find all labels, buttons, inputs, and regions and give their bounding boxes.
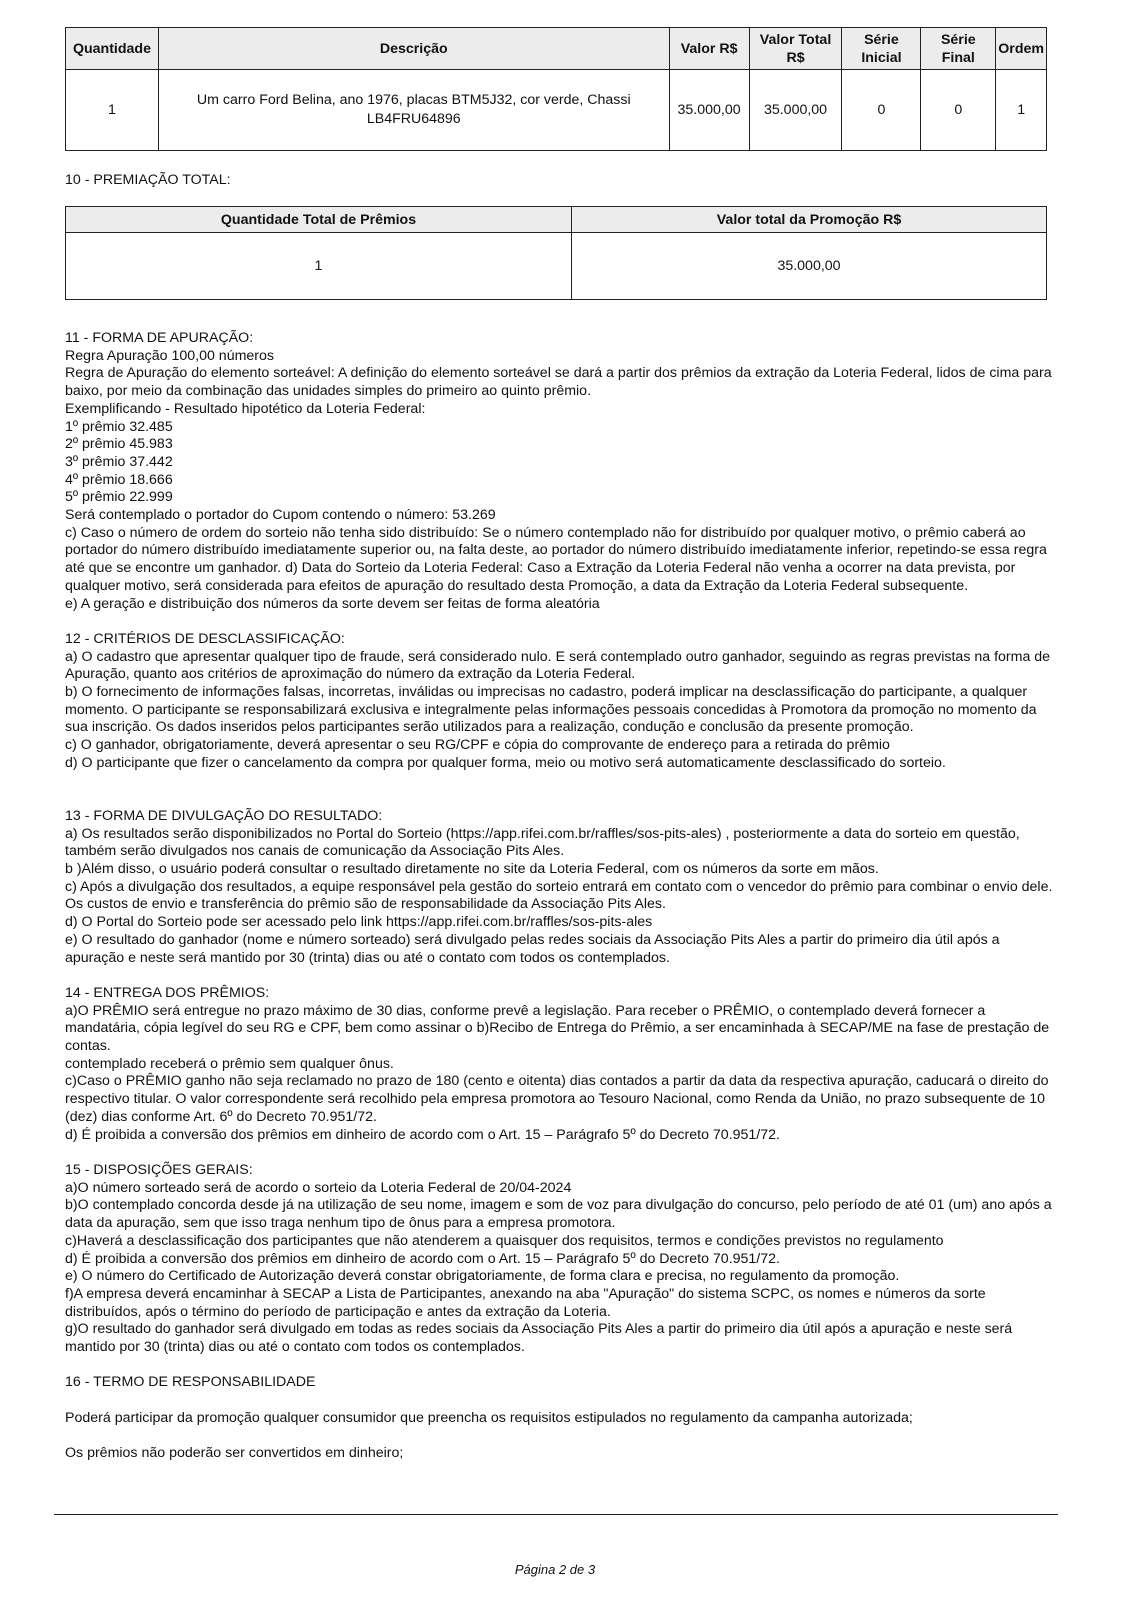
paragraph: 3º prêmio 37.442	[65, 453, 173, 470]
paragraph: contemplado receberá o prêmio sem qualquer ônus.	[65, 1055, 394, 1072]
paragraph: Poderá participar da promoção qualquer consumidor que preencha os requisitos estipulados no regulamento da campanha autorizada;	[65, 1409, 913, 1426]
header-ordem: Ordem	[996, 28, 1047, 70]
termo-paragraph-1	[65, 1410, 1055, 1428]
section-12-desclassificacao	[65, 631, 1055, 773]
cell-quantidade: 1	[66, 70, 159, 151]
paragraph: d) É proibida a conversão dos prêmios em dinheiro de acordo com o Art. 15 – Parágrafo 5º do Decreto 70.951/72.	[65, 1126, 780, 1143]
cell-ordem: 1	[996, 70, 1047, 151]
section-13-divulgacao	[65, 808, 1055, 967]
cell-valor-total-promocao: 35.000,00	[572, 233, 1047, 300]
paragraph: b)O contemplado concorda desde já na utilização de seu nome, imagem e som de voz para divulgação do concurso, pelo período de até 01 (um) ano após a data da apuração, sem que isso traga nenhum tipo de ônus para a empresa promotora.	[65, 1197, 1052, 1232]
prize-table-header	[66, 28, 1047, 70]
prize-table	[65, 27, 1047, 151]
paragraph: Os prêmios não poderão ser convertidos em dinheiro;	[65, 1445, 404, 1462]
cell-valor: 35.000,00	[669, 70, 749, 151]
section-title: 13 - FORMA DE DIVULGAÇÃO DO RESULTADO:	[65, 807, 383, 824]
cell-serie-final: 0	[921, 70, 996, 151]
paragraph: c)Caso o PRÊMIO ganho não seja reclamado no prazo de 180 (cento e oitenta) dias contados a partir da data da respectiva apuração, caducará o direito do respectivo titular. O valor correspondente será recolhido pela empresa promotora ao Tesouro Nacional, como Renda da União, no prazo subsequente de 10 (dez) dias conforme Art. 6º do Decreto 70.951/72.	[65, 1073, 1049, 1125]
section-title: 15 - DISPOSIÇÕES GERAIS:	[65, 1161, 253, 1178]
table-row	[66, 233, 1047, 300]
paragraph: g)O resultado do ganhador será divulgado em todas as redes sociais da Associação Pits Ales a partir do primeiro dia útil após a apuração e neste será mantido por 30 (trinta) dias ou até o contato com todos os contemplados.	[65, 1321, 1013, 1356]
header-quantidade-total: Quantidade Total de Prêmios	[66, 207, 572, 233]
section-title: 16 - TERMO DE RESPONSABILIDADE	[65, 1374, 316, 1391]
paragraph: c) O ganhador, obrigatoriamente, deverá apresentar o seu RG/CPF e cópia do comprovante de endereço para a retirada do prêmio	[65, 737, 890, 754]
paragraph: e) A geração e distribuição dos números da sorte devem ser feitas de forma aleatória	[65, 595, 600, 612]
total-table-header	[66, 207, 1047, 233]
cell-descricao: Um carro Ford Belina, ano 1976, placas BTM5J32, cor verde, Chassi LB4FRU64896	[158, 70, 669, 151]
header-valor: Valor R$	[669, 28, 749, 70]
header-valor-total: Valor Total R$	[749, 28, 842, 70]
footer-divider	[54, 1514, 1058, 1515]
paragraph: 4º prêmio 18.666	[65, 471, 173, 488]
paragraph: Será contemplado o portador do Cupom contendo o número: 53.269	[65, 507, 496, 524]
paragraph: b) O fornecimento de informações falsas, incorretas, inválidas ou imprecisas no cadastro, poderá implicar na desclassificação do participante, a qualquer momento. O participante se responsabilizará exclusiva e integralmente pelas informações pessoais concedidas à Promotora da promoção no momento da sua inscrição. Os dados inseridos pelos participantes serão utilizados para a realização, condução e conclusão da presente promoção.	[65, 684, 1037, 736]
paragraph: c) Após a divulgação dos resultados, a equipe responsável pela gestão do sorteio entrará em contato com o vencedor do prêmio para combinar o envio dele. Os custos de envio e transferência do prêmio são de responsabilidade da Associação Pits Ales.	[65, 878, 1053, 913]
paragraph: 2º prêmio 45.983	[65, 436, 173, 453]
cell-valor-total: 35.000,00	[749, 70, 842, 151]
paragraph: d) É proibida a conversão dos prêmios em dinheiro de acordo com o Art. 15 – Parágrafo 5º do Decreto 70.951/72.	[65, 1250, 780, 1267]
termo-paragraph-2	[65, 1445, 1055, 1463]
header-serie-final: Série Final	[921, 28, 996, 70]
paragraph: a)O PRÊMIO será entregue no prazo máximo de 30 dias, conforme prevê a legislação. Para receber o PRÊMIO, o contemplado deverá fornecer a mandatária, cópia legível do seu RG e CPF, bem como assinar o b)Recibo de Entrega do Prêmio, a ser encaminhada à SECAP/ME na fase de prestação de contas.	[65, 1002, 1050, 1055]
cell-quantidade-total: 1	[66, 233, 572, 300]
header-valor-total-promocao: Valor total da Promoção R$	[572, 207, 1047, 233]
section-15-disposicoes	[65, 1162, 1055, 1357]
paragraph: f)A empresa deverá encaminhar à SECAP a Lista de Participantes, anexando na aba "Apuração" do sistema SCPC, os nomes e números da sorte distribuídos, após o término do período de participação e antes da extração da Loteria.	[65, 1285, 986, 1320]
section-title: 12 - CRITÉRIOS DE DESCLASSIFICAÇÃO:	[65, 630, 345, 647]
paragraph: d) O participante que fizer o cancelamento da compra por qualquer forma, meio ou motivo será automaticamente desclassificado do sorteio.	[65, 754, 946, 771]
section-title: 11 - FORMA DE APURAÇÃO:	[65, 330, 254, 346]
section-11-apuracao	[65, 330, 1055, 613]
header-serie-inicial: Série Inicial	[842, 28, 921, 70]
paragraph: c)Haverá a desclassificação dos participantes que não atenderem a quaisquer dos requisitos, termos e condições previstos no regulamento	[65, 1232, 944, 1249]
section-16-termo	[65, 1374, 1055, 1392]
paragraph: c) Caso o número de ordem do sorteio não tenha sido distribuído: Se o número contemplado não for distribuído por qualquer motivo, o prêmio caberá ao portador do número distribuído imediatamente superior ou, na falta deste, ao portador do número distribuído imediatamente inferior, repetindo-se essa regra até que se encontre um ganhador. d) Data do Sorteio da Loteria Federal: Caso a Extração da Loteria Federal não venha a ocorrer na data prevista, por qualquer motivo, será considerada para efeitos de apuração do resultado desta Promoção, a data da Extração da Loteria Federal subsequente.	[65, 524, 1047, 594]
paragraph: a) O cadastro que apresentar qualquer tipo de fraude, será considerado nulo. E será contemplado outro ganhador, seguindo as regras previstas na forma de Apuração, quanto aos critérios de aproximação do número da extração da Loteria Federal.	[65, 648, 1051, 683]
regulation-body	[65, 330, 1055, 1481]
paragraph: Regra Apuração 100,00 números	[65, 347, 275, 364]
paragraph: d) O Portal do Sorteio pode ser acessado pelo link https://app.rifei.com.br/raffles/sos-pits-ales	[65, 914, 653, 931]
header-quantidade: Quantidade	[66, 28, 159, 70]
page-number: Página 2 de 3	[514, 1562, 596, 1577]
paragraph: Regra de Apuração do elemento sorteável: A definição do elemento sorteável se dará a partir dos prêmios da extração da Loteria Federal, lidos de cima para baixo, por meio da combinação das unidades simples do primeiro ao quinto prêmio.	[65, 365, 1052, 400]
paragraph: e) O resultado do ganhador (nome e número sorteado) será divulgado pelas redes sociais da Associação Pits Ales a partir do primeiro dia útil após a apuração e neste será mantido por 30 (trinta) dias ou até o contato com todos os contemplados.	[65, 931, 1000, 966]
header-descricao: Descrição	[158, 28, 669, 70]
paragraph: 1º prêmio 32.485	[65, 418, 173, 435]
section-14-entrega	[65, 985, 1055, 1144]
paragraph: e) O número do Certificado de Autorização deverá constar obrigatoriamente, de forma clara e precisa, no regulamento da promoção.	[65, 1268, 900, 1285]
paragraph: 5º prêmio 22.999	[65, 489, 173, 506]
paragraph: Exemplificando - Resultado hipotético da Loteria Federal:	[65, 400, 426, 417]
section-10-title: 10 - PREMIAÇÃO TOTAL:	[65, 172, 231, 188]
table-row	[66, 70, 1047, 151]
paragraph: a) Os resultados serão disponibilizados no Portal do Sorteio (https://app.rifei.com.br/raffles/sos-pits-ales) , posteriormente a data do sorteio em questão, também serão divulgados nos canais de comunicação da Associação Pits Ales.	[65, 825, 1020, 860]
paragraph: a)O número sorteado será de acordo o sorteio da Loteria Federal de 20/04-2024	[65, 1179, 572, 1196]
section-title: 14 - ENTREGA DOS PRÊMIOS:	[65, 984, 270, 1001]
paragraph: b )Além disso, o usuário poderá consultar o resultado diretamente no site da Loteria Federal, com os números da sorte em mãos.	[65, 861, 879, 878]
total-table	[65, 206, 1047, 300]
cell-serie-inicial: 0	[842, 70, 921, 151]
